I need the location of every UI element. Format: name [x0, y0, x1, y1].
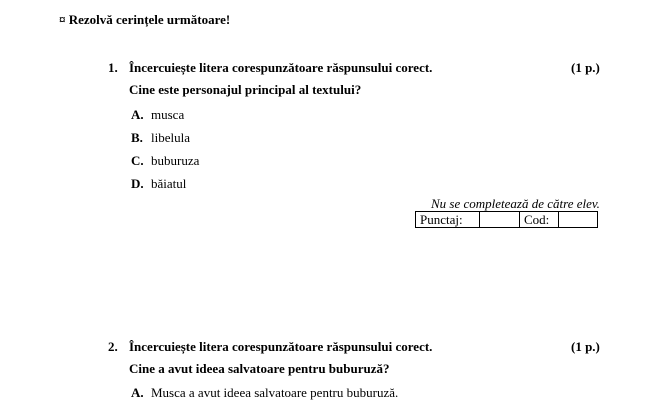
- score-cell: [480, 212, 520, 228]
- code-cell: [559, 212, 598, 228]
- question-1-points: (1 p.): [571, 60, 600, 75]
- question-2-task: Încercuiește litera corespunzătoare răspunsului corect.: [129, 339, 433, 354]
- q1-option-a-letter[interactable]: A.: [131, 107, 144, 122]
- question-2-points: (1 p.): [571, 339, 600, 354]
- question-1-number: 1.: [108, 60, 118, 75]
- q2-option-a-text: Musca a avut ideea salvatoare pentru buburuză.: [151, 385, 399, 400]
- score-label: Punctaj:: [416, 212, 480, 228]
- q1-option-a-text: musca: [151, 107, 185, 122]
- q1-option-d-letter[interactable]: D.: [131, 176, 144, 191]
- q1-option-c-letter[interactable]: C.: [131, 153, 144, 168]
- q1-option-c-text: buburuza: [151, 153, 200, 168]
- q2-option-a-letter[interactable]: A.: [131, 385, 144, 400]
- q1-option-b-text: libelula: [151, 130, 190, 145]
- q1-option-b-letter[interactable]: B.: [131, 130, 143, 145]
- q1-option-d-text: băiatul: [151, 176, 187, 191]
- code-label: Cod:: [520, 212, 559, 228]
- grading-note: Nu se completează de către elev.: [431, 196, 600, 211]
- question-1-task: Încercuiește litera corespunzătoare răspunsului corect.: [129, 60, 433, 75]
- question-1-prompt: Cine este personajul principal al textului?: [129, 82, 362, 97]
- question-2-prompt: Cine a avut ideea salvatoare pentru buburuză?: [129, 361, 390, 376]
- question-2-number: 2.: [108, 339, 118, 354]
- instructions-heading: ¤ Rezolvă cerințele următoare!: [59, 12, 231, 27]
- grading-table: [415, 211, 598, 228]
